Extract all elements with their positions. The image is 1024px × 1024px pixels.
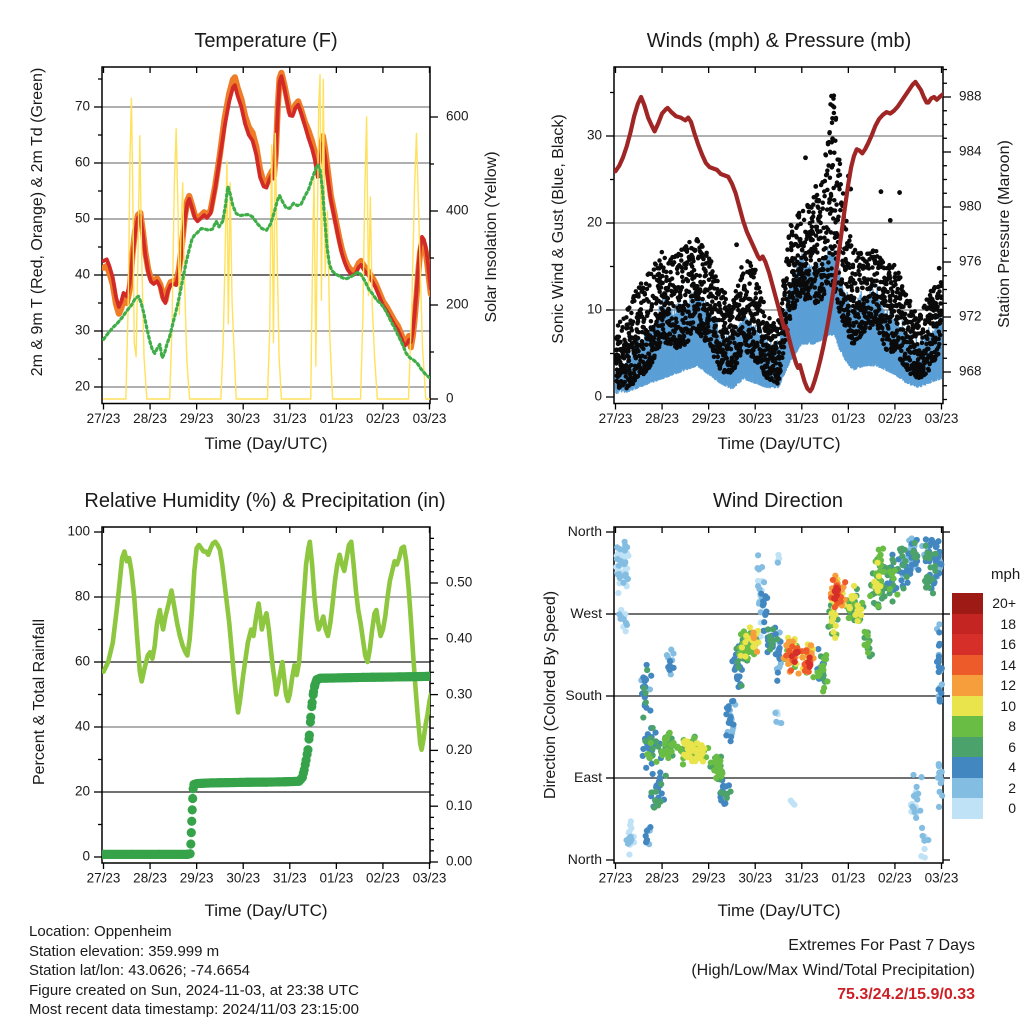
colorbar-swatch <box>952 716 983 737</box>
percent-rainfall-y-axis-label: Percent & Total Rainfall <box>31 618 48 786</box>
station-location-line: Location: Oppenheim <box>29 923 172 940</box>
colorbar-level-label: 10 <box>1000 697 1016 714</box>
colorbar-level-label: 0 <box>1008 800 1016 816</box>
winds-pressure-chart-title: Winds (mph) & Pressure (mb) <box>646 30 912 52</box>
extremes-subtitle: (High/Low/Max Wind/Total Precipitation) <box>691 961 975 979</box>
colorbar-level-label: 4 <box>1008 759 1016 775</box>
colorbar-level-label: 16 <box>1000 636 1016 652</box>
colorbar-swatch <box>952 757 983 778</box>
temperature-y-axis-label: 2m & 9m T (Red, Orange) & 2m Td (Green) <box>29 67 46 377</box>
winds-pressure-x-axis-label: Time (Day/UTC) <box>717 434 841 453</box>
colorbar-level-row <box>952 655 1016 676</box>
colorbar-level-label: 2 <box>1008 779 1016 796</box>
humidity-precip-chart-title: Relative Humidity (%) & Precipitation (in) <box>84 490 446 512</box>
wind-direction-chart-title: Wind Direction <box>712 490 844 512</box>
colorbar-swatch <box>952 675 983 696</box>
solar-insolation-y-axis-label: Solar Insolation (Yellow) <box>483 151 500 323</box>
temperature-x-axis-label: Time (Day/UTC) <box>204 434 328 453</box>
direction-y-axis-label: Direction (Colored By Speed) <box>542 590 559 800</box>
station-latlon-line: Station lat/lon: 43.0626; -74.6654 <box>29 962 251 980</box>
pressure-y-axis-label: Station Pressure (Maroon) <box>996 140 1013 328</box>
colorbar-swatch <box>952 634 983 655</box>
colorbar-swatch <box>952 696 983 717</box>
colorbar-level-row <box>952 798 1016 819</box>
colorbar-level-label: 20+ <box>992 595 1016 611</box>
station-elevation-line: Station elevation: 359.999 m <box>29 942 220 960</box>
colorbar-level-row <box>952 737 1016 758</box>
extremes-title: Extremes For Past 7 Days <box>788 937 975 954</box>
colorbar-levels <box>952 593 1016 819</box>
colorbar-level-row <box>952 778 1016 799</box>
colorbar-swatch <box>952 798 983 819</box>
colorbar-level-row <box>952 716 1016 737</box>
colorbar-swatch <box>952 593 983 614</box>
colorbar-swatch <box>952 778 983 799</box>
colorbar-level-row <box>952 634 1016 655</box>
colorbar-level-row <box>952 593 1016 614</box>
station-info-block <box>29 922 359 1020</box>
temperature-chart-title: Temperature (F) <box>194 30 338 52</box>
humidity-precip-x-axis-label: Time (Day/UTC) <box>204 901 328 920</box>
wind-direction-x-axis-label: Time (Day/UTC) <box>717 901 841 920</box>
colorbar-swatch <box>952 737 983 758</box>
colorbar-level-label: 12 <box>1000 677 1016 693</box>
colorbar-level-label: 14 <box>1000 656 1016 673</box>
extremes-values: 75.3/24.2/15.9/0.33 <box>837 986 975 1003</box>
colorbar-units-label: mph <box>991 566 1021 583</box>
colorbar-level-row <box>952 757 1016 778</box>
data-timestamp-line: Most recent data timestamp: 2024/11/03 23:15:00 <box>29 1001 359 1019</box>
colorbar-level-row <box>952 675 1016 696</box>
colorbar-level-label: 8 <box>1008 718 1016 734</box>
colorbar-swatch <box>952 655 983 676</box>
colorbar-level-label: 18 <box>1000 615 1016 632</box>
extremes-block <box>691 934 975 1008</box>
colorbar-level-label: 6 <box>1008 738 1016 755</box>
figure-created-line: Figure created on Sun, 2024-11-03, at 23:38 UTC <box>29 981 359 999</box>
colorbar-level-row <box>952 696 1016 717</box>
colorbar-level-row <box>952 614 1016 635</box>
wind-gust-y-axis-label: Sonic Wind & Gust (Blue, Black) <box>550 114 567 344</box>
colorbar-swatch <box>952 614 983 635</box>
